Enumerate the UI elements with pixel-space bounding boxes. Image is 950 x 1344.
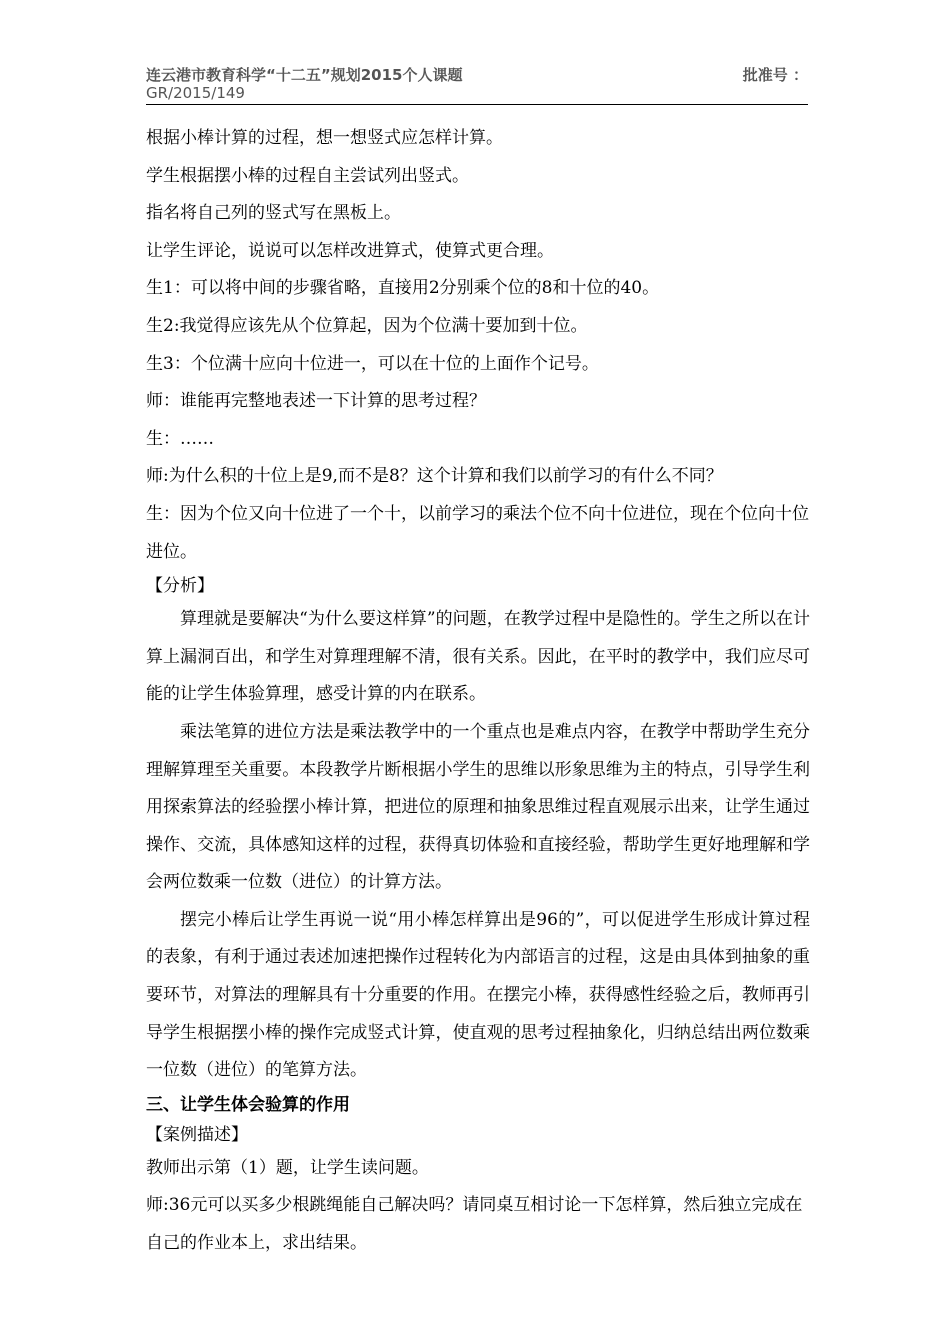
- analysis-heading: 【分析】: [146, 576, 214, 597]
- text-line: 根据小棒计算的过程，想一想竖式应怎样计算。: [146, 128, 503, 148]
- section-heading: 三、让学生体会验算的作用: [146, 1094, 350, 1115]
- document-body: [146, 120, 810, 1263]
- text-line: 生2:我觉得应该先从个位算起，因为个位满十要加到十位。: [146, 315, 588, 336]
- text-line: 生3：个位满十应向十位进一，可以在十位的上面作个记号。: [146, 353, 599, 374]
- case-heading: 【案例描述】: [146, 1124, 248, 1145]
- case-line: 教师出示第（1）题，让学生读问题。: [146, 1157, 429, 1178]
- text-line: 生：……: [146, 428, 214, 449]
- text-line: 生1：可以将中间的步骤省略，直接用2分别乘个位的8和十位的40。: [146, 278, 660, 299]
- text-line: 师:为什么积的十位上是9,而不是8？这个计算和我们以前学习的有什么不同？: [146, 466, 723, 487]
- analysis-paragraph: 乘法笔算的进位方法是乘法教学中的一个重点也是难点内容，在教学中帮助学生充分理解算理至关重要。本段教学片断根据小学生的思维以形象思维为主的特点，引导学生利用探索算法的经验摆小棒计算，把进位的原理和抽象思维过程直观展示出来，让学生通过操作、交流，具体感知这样的过程，获得真切体验和直接经验，帮助学生更好地理解和学会两位数乘一位数（进位）的计算方法。: [146, 721, 810, 893]
- text-line: 学生根据摆小棒的过程自主尝试列出竖式。: [146, 165, 469, 186]
- text-line: 师：谁能再完整地表述一下计算的思考过程？: [146, 391, 486, 412]
- analysis-paragraph: 摆完小棒后让学生再说一说“用小棒怎样算出是96的”，可以促进学生形成计算过程的表象，有利于通过表述加速把操作过程转化为内部语言的过程，这是由具体到抽象的重要环节，对算法的理解具有十分重要的作用。在摆完小棒，获得感性经验之后，教师再引导学生根据摆小棒的操作完成竖式计算，使直观的思考过程抽象化，归纳总结出两位数乘一位数（进位）的笔算方法。: [146, 909, 810, 1081]
- text-line: 生：因为个位又向十位进了一个十，以前学习的乘法个位不向十位进位，现在个位向十位进位。: [146, 503, 809, 562]
- text-line: 指名将自己列的竖式写在黑板上。: [146, 203, 401, 224]
- text-line: 让学生评论，说说可以怎样改进算式，使算式更合理。: [146, 240, 554, 261]
- case-line: 师:36元可以买多少根跳绳能自己解决吗？请同桌互相讨论一下怎样算，然后独立完成在自己的作业本上，求出结果。: [146, 1195, 803, 1254]
- header-approval-code: GR/2015/149: [146, 84, 245, 102]
- analysis-paragraph: 算理就是要解决“为什么要这样算”的问题，在教学过程中是隐性的。学生之所以在计算上漏洞百出，和学生对算理理解不清，很有关系。因此，在平时的教学中，我们应尽可能的让学生体验算理，感受计算的内在联系。: [146, 609, 810, 705]
- header-approval-label: 批准号 ：: [742, 66, 808, 84]
- page-header: [146, 66, 808, 105]
- header-title: 连云港市教育科学“十二五”规划2015个人课题: [146, 66, 463, 84]
